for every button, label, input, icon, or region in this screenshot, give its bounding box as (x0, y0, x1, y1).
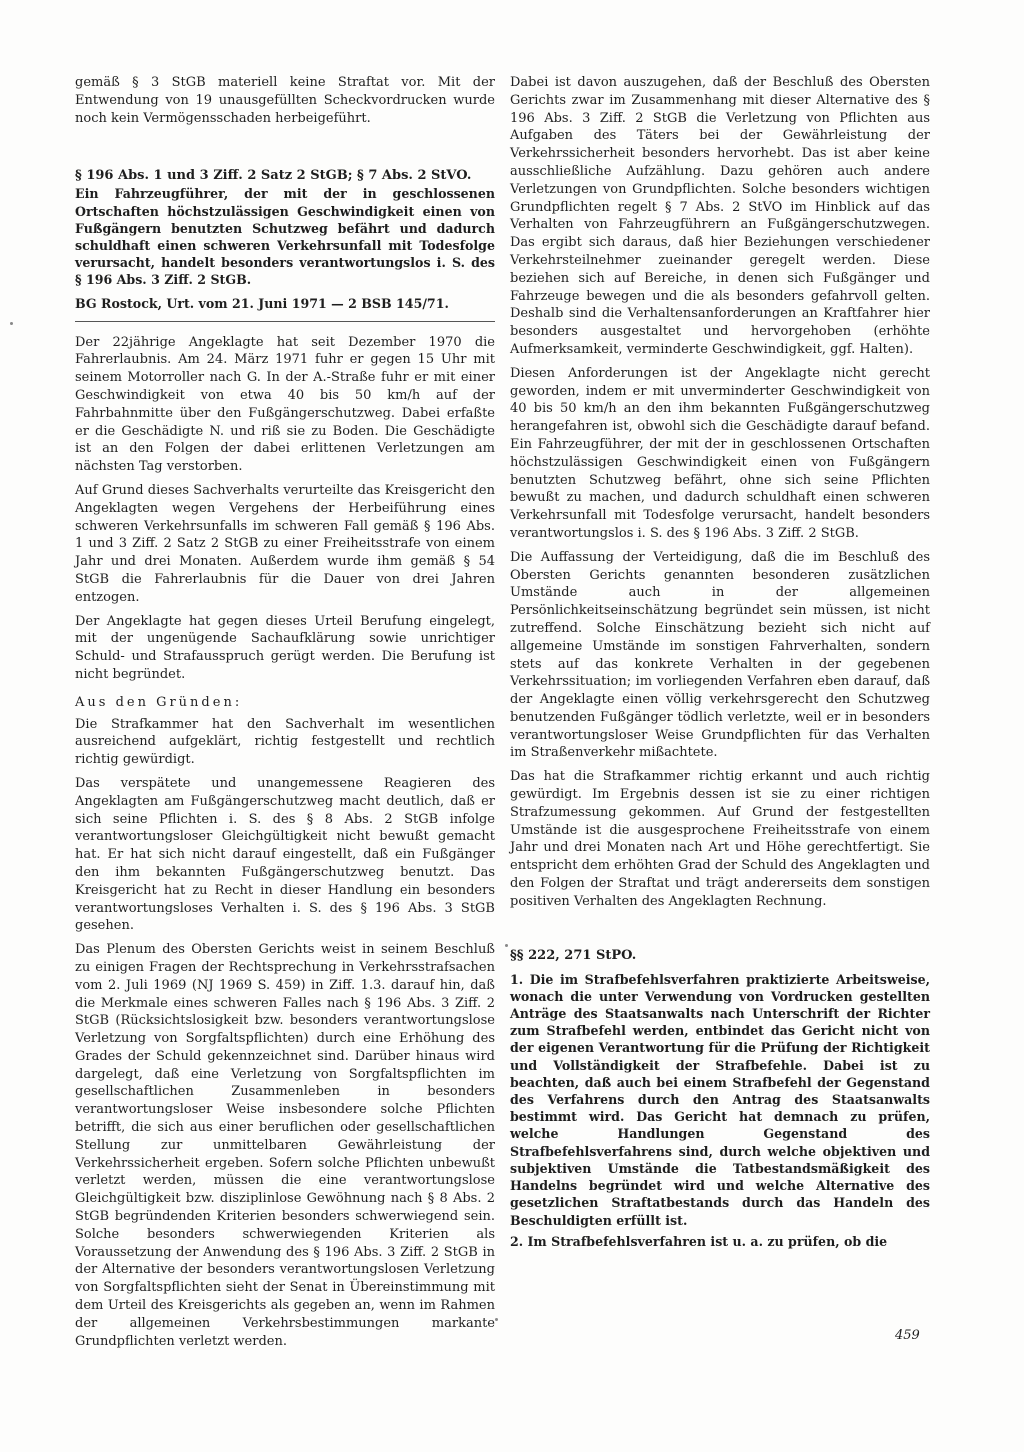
paragraph: Das verspätete und unangemessene Reagieren des Angeklagten am Fußgängerschutzweg macht deutlich, daß er sich seine Pflichten i. S. des § 8 Abs. 2 StGB infolge verantwortungsloser Gleichgültigkeit nicht bewußt gemacht hat. Er hat sich nicht darauf eingestellt, daß ein Fußgänger den ihm bekannten Fußgängerschutzweg benutzt. Das Kreisgericht hat zu Recht in dieser Handlung ein besonders verantwortungsloses Verhalten i. S. des § 196 Abs. 3 StGB gesehen. (75, 775, 495, 934)
divider (75, 321, 495, 322)
court-reference-1: BG Rostock, Urt. vom 21. Juni 1971 — 2 BSB 145/71. (75, 295, 449, 311)
scan-speck (495, 1318, 498, 1321)
case-heading-1: § 196 Abs. 1 und 3 Ziff. 2 Satz 2 StGB; § 7 Abs. 2 StVO. (75, 168, 472, 184)
paragraph: Dabei ist davon auszugehen, daß der Beschluß des Obersten Gerichts zwar im Zusammenhang mit dieser Alternative des § 196 Abs. 3 Ziff. 2 StGB die Verletzung von Pflichten aus Aufgaben des Täters bei der Gewährleistung der Verkehrssicherheit besonders hervorhebt. Das ist aber keine ausschließliche Aufzählung. Dazu gehören auch andere Verletzungen von Grundpflichten. Solche besonders wichtigen Grundpflichten regelt § 7 Abs. 2 StVO im Hinblick auf das Verhalten von Fahrzeugführern an Fußgängerschutzwegen. Das ergibt sich daraus, daß hier Beziehungen verschiedener Verkehrsteilnehmer zueinander geregelt werden. Diese beziehen sich auf Bereiche, in denen sich Fußgänger und Fahrzeuge bewegen und die als besonders gefahrvoll gelten. Deshalb sind die Verhaltensanforderungen an Kraftfahrer hier besonders ausgestaltet und hervorgehoben (erhöhte Aufmerksamkeit, verminderte Geschwindigkeit, ggf. Halten). (510, 75, 930, 357)
scan-speck (10, 322, 13, 325)
case-heading-2: §§ 222, 271 StPO. (510, 947, 637, 963)
case-leitsatz-2-part-1: 1. Die im Strafbefehlsverfahren praktizierte Arbeitsweise, wonach die unter Verwendung von Vordrucken gestellten Anträge des Staatsanwalts nach Unterschrift der Richter zum Strafbefehl werden, entbindet das Gericht nicht von der eigenen Verantwortung für die Prüfung der Richtigkeit und Vollständigkeit der Strafbefehle. Dabei ist zu beachten, daß auch bei einem Strafbefehl der Gegenstand des Verfahrens durch den Antrag des Staatsanwalts bestimmt wird. Das Gericht hat demnach zu prüfen, welche Handlungen Gegenstand des Strafbefehlsverfahrens sind, durch welche objektiven und subjektiven Umstände die Tatbestandsmäßigkeit des Handelns begründet wird und welche Alternative des gesetzlichen Straftatbestands durch das Handeln des Beschuldigten erfüllt ist. (510, 971, 930, 1228)
paragraph: Das Plenum des Obersten Gerichts weist in seinem Beschluß zu einigen Fragen der Rechtsprechung in Verkehrsstrafsachen vom 2. Juli 1969 (NJ 1969 S. 459) in Ziff. 1.3. darauf hin, daß die Merkmale eines schweren Falles nach § 196 Abs. 3 Ziff. 2 StGB (Rücksichtslosigkeit bzw. besonders verantwortungslose Verletzung von Sorgfaltspflichten) durch eine Erhöhung des Grades der Schuld gekennzeichnet sind. Darüber hinaus wird dargelegt, daß eine Verletzung von Sorgfaltspflichten im gesellschaftlichen Zusammenleben in besonders verantwortungsloser Weise insbesondere solche Pflichten betrifft, die sich aus einer beruflichen oder gesellschaftlichen Stellung zur unmittelbaren Gewährleistung der Verkehrssicherheit ergeben. Sofern solche Pflichten unbewußt verletzt werden, müssen die eine verantwortungslose Gleichgültigkeit bzw. disziplinlose Gewöhnung nach § 8 Abs. 2 StGB begründenden Kriterien besonders schwerwiegend sein. Solche besonders schwerwiegenden Kriterien als Voraussetzung der Anwendung des § 196 Abs. 3 Ziff. 2 StGB in der Alternative der besonders verantwortungslosen Verletzung von Sorgfaltspflichten sieht der Senat in Übereinstimmung mit dem Urteil des Kreisgerichts als gegeben an, wenn im Rahmen der allgemeinen Verkehrsbestimmungen markante Grundpflichten verletzt werden. (75, 942, 495, 1349)
reasons-label: Aus den Gründen: (75, 694, 243, 710)
case-leitsatz-2-part-2: 2. Im Strafbefehlsverfahren ist u. a. zu prüfen, ob die (510, 1233, 888, 1249)
paragraph: Das hat die Strafkammer richtig erkannt und auch richtig gewürdigt. Im Ergebnis dessen ist sie zu einer richtigen Strafzumessung gekommen. Auf Grund der festgestellten Umstände ist die ausgesprochene Freiheitsstrafe von einem Jahr und drei Monaten nach Art und Höhe gerechtfertigt. Sie entspricht dem erhöhten Grad der Schuld des Angeklagten und den Folgen der Straftat und trägt andererseits dem sonstigen positiven Verhalten des Angeklagten Rechnung. (510, 769, 930, 909)
paragraph: Der Angeklagte hat gegen dieses Urteil Berufung eingelegt, mit der ungenügende Sachaufklärung sowie unrichtiger Schuld- und Strafausspruch gerügt werden. Die Berufung ist nicht begründet. (75, 613, 495, 682)
paragraph: Der 22jährige Angeklagte hat seit Dezember 1970 die Fahrerlaubnis. Am 24. März 1971 fuhr er gegen 15 Uhr mit seinem Motorroller nach G. In der A.-Straße fuhr er mit einer Geschwindigkeit von etwa 40 bis 50 km/h auf der Fahrbahnmitte über den Fußgängerschutzweg. Dabei erfaßte er die Geschädigte N. und riß sie zu Boden. Die Geschädigte ist an den Folgen der dabei erlittenen Verletzungen am nächsten Tag verstorben. (75, 334, 495, 475)
paragraph-continuation: gemäß § 3 StGB materiell keine Straftat vor. Mit der Entwendung von 19 unausgefüllten Scheckvordrucken wurde noch kein Vermögensschaden herbeigeführt. (75, 75, 495, 126)
case-leitsatz-1: Ein Fahrzeugführer, der mit der in geschlossenen Ortschaften höchstzulässigen Geschwindigkeit einen von Fußgängern benutzten Schutzweg befährt und dadurch schuldhaft einen schweren Verkehrsunfall mit Todesfolge verursacht, handelt besonders verantwortungslos i. S. des § 196 Abs. 3 Ziff. 2 StGB. (75, 186, 495, 288)
left-column (75, 74, 495, 1356)
paragraph: Auf Grund dieses Sachverhalts verurteilte das Kreisgericht den Angeklagten wegen Vergehens der Herbeiführung eines schweren Verkehrsunfalls im schweren Fall gemäß § 196 Abs. 1 und 3 Ziff. 2 Satz 2 StGB zu einer Freiheitsstrafe von einem Jahr und drei Monaten. Außerdem wurde ihm gemäß § 54 StGB die Fahrerlaubnis für die Dauer von drei Jahren entzogen. (75, 482, 495, 605)
paragraph: Die Auffassung der Verteidigung, daß die im Beschluß des Obersten Gerichts genannten besonderen zusätzlichen Umstände auch in der allgemeinen Persönlichkeitseinschätzung begründet sein müssen, ist nicht zutreffend. Solche Einschätzung bezieht sich nicht auf allgemeine Umstände im sonstigen Fahrverhalten, sondern stets auf das konkrete Verhalten in der gegebenen Verkehrssituation; im vorliegenden Verfahren eben darauf, daß der Angeklagte einen völlig verkehrsgerecht den Schutzweg benutzenden Fußgänger tödlich verletzte, weil er in besonders verantwortungsloser Weise Grundpflichten für das Verhalten im Straßenverkehr mißachtete. (510, 549, 930, 761)
page-number: 459 (895, 1328, 920, 1343)
paragraph: Die Strafkammer hat den Sachverhalt im wesentlichen ausreichend aufgeklärt, richtig festgestellt und rechtlich richtig gewürdigt. (75, 716, 495, 768)
scan-speck (505, 944, 508, 947)
paragraph: Diesen Anforderungen ist der Angeklagte nicht gerecht geworden, indem er mit unverminderter Geschwindigkeit von 40 bis 50 km/h an den ihm bekannten Fußgängerschutzweg herangefahren ist, obwohl sich die Geschädigte darauf befand. Ein Fahrzeugführer, der mit der in geschlossenen Ortschaften höchstzulässigen Geschwindigkeit einen von Fußgängern benutzten Schutzweg befährt, ohne sich seine Pflichten bewußt zu machen, und dadurch schuldhaft einen schweren Verkehrsunfall mit Todesfolge verursacht, handelt besonders verantwortungslos i. S. des § 196 Abs. 3 Ziff. 2 StGB. (510, 365, 930, 541)
right-column (510, 74, 930, 1250)
